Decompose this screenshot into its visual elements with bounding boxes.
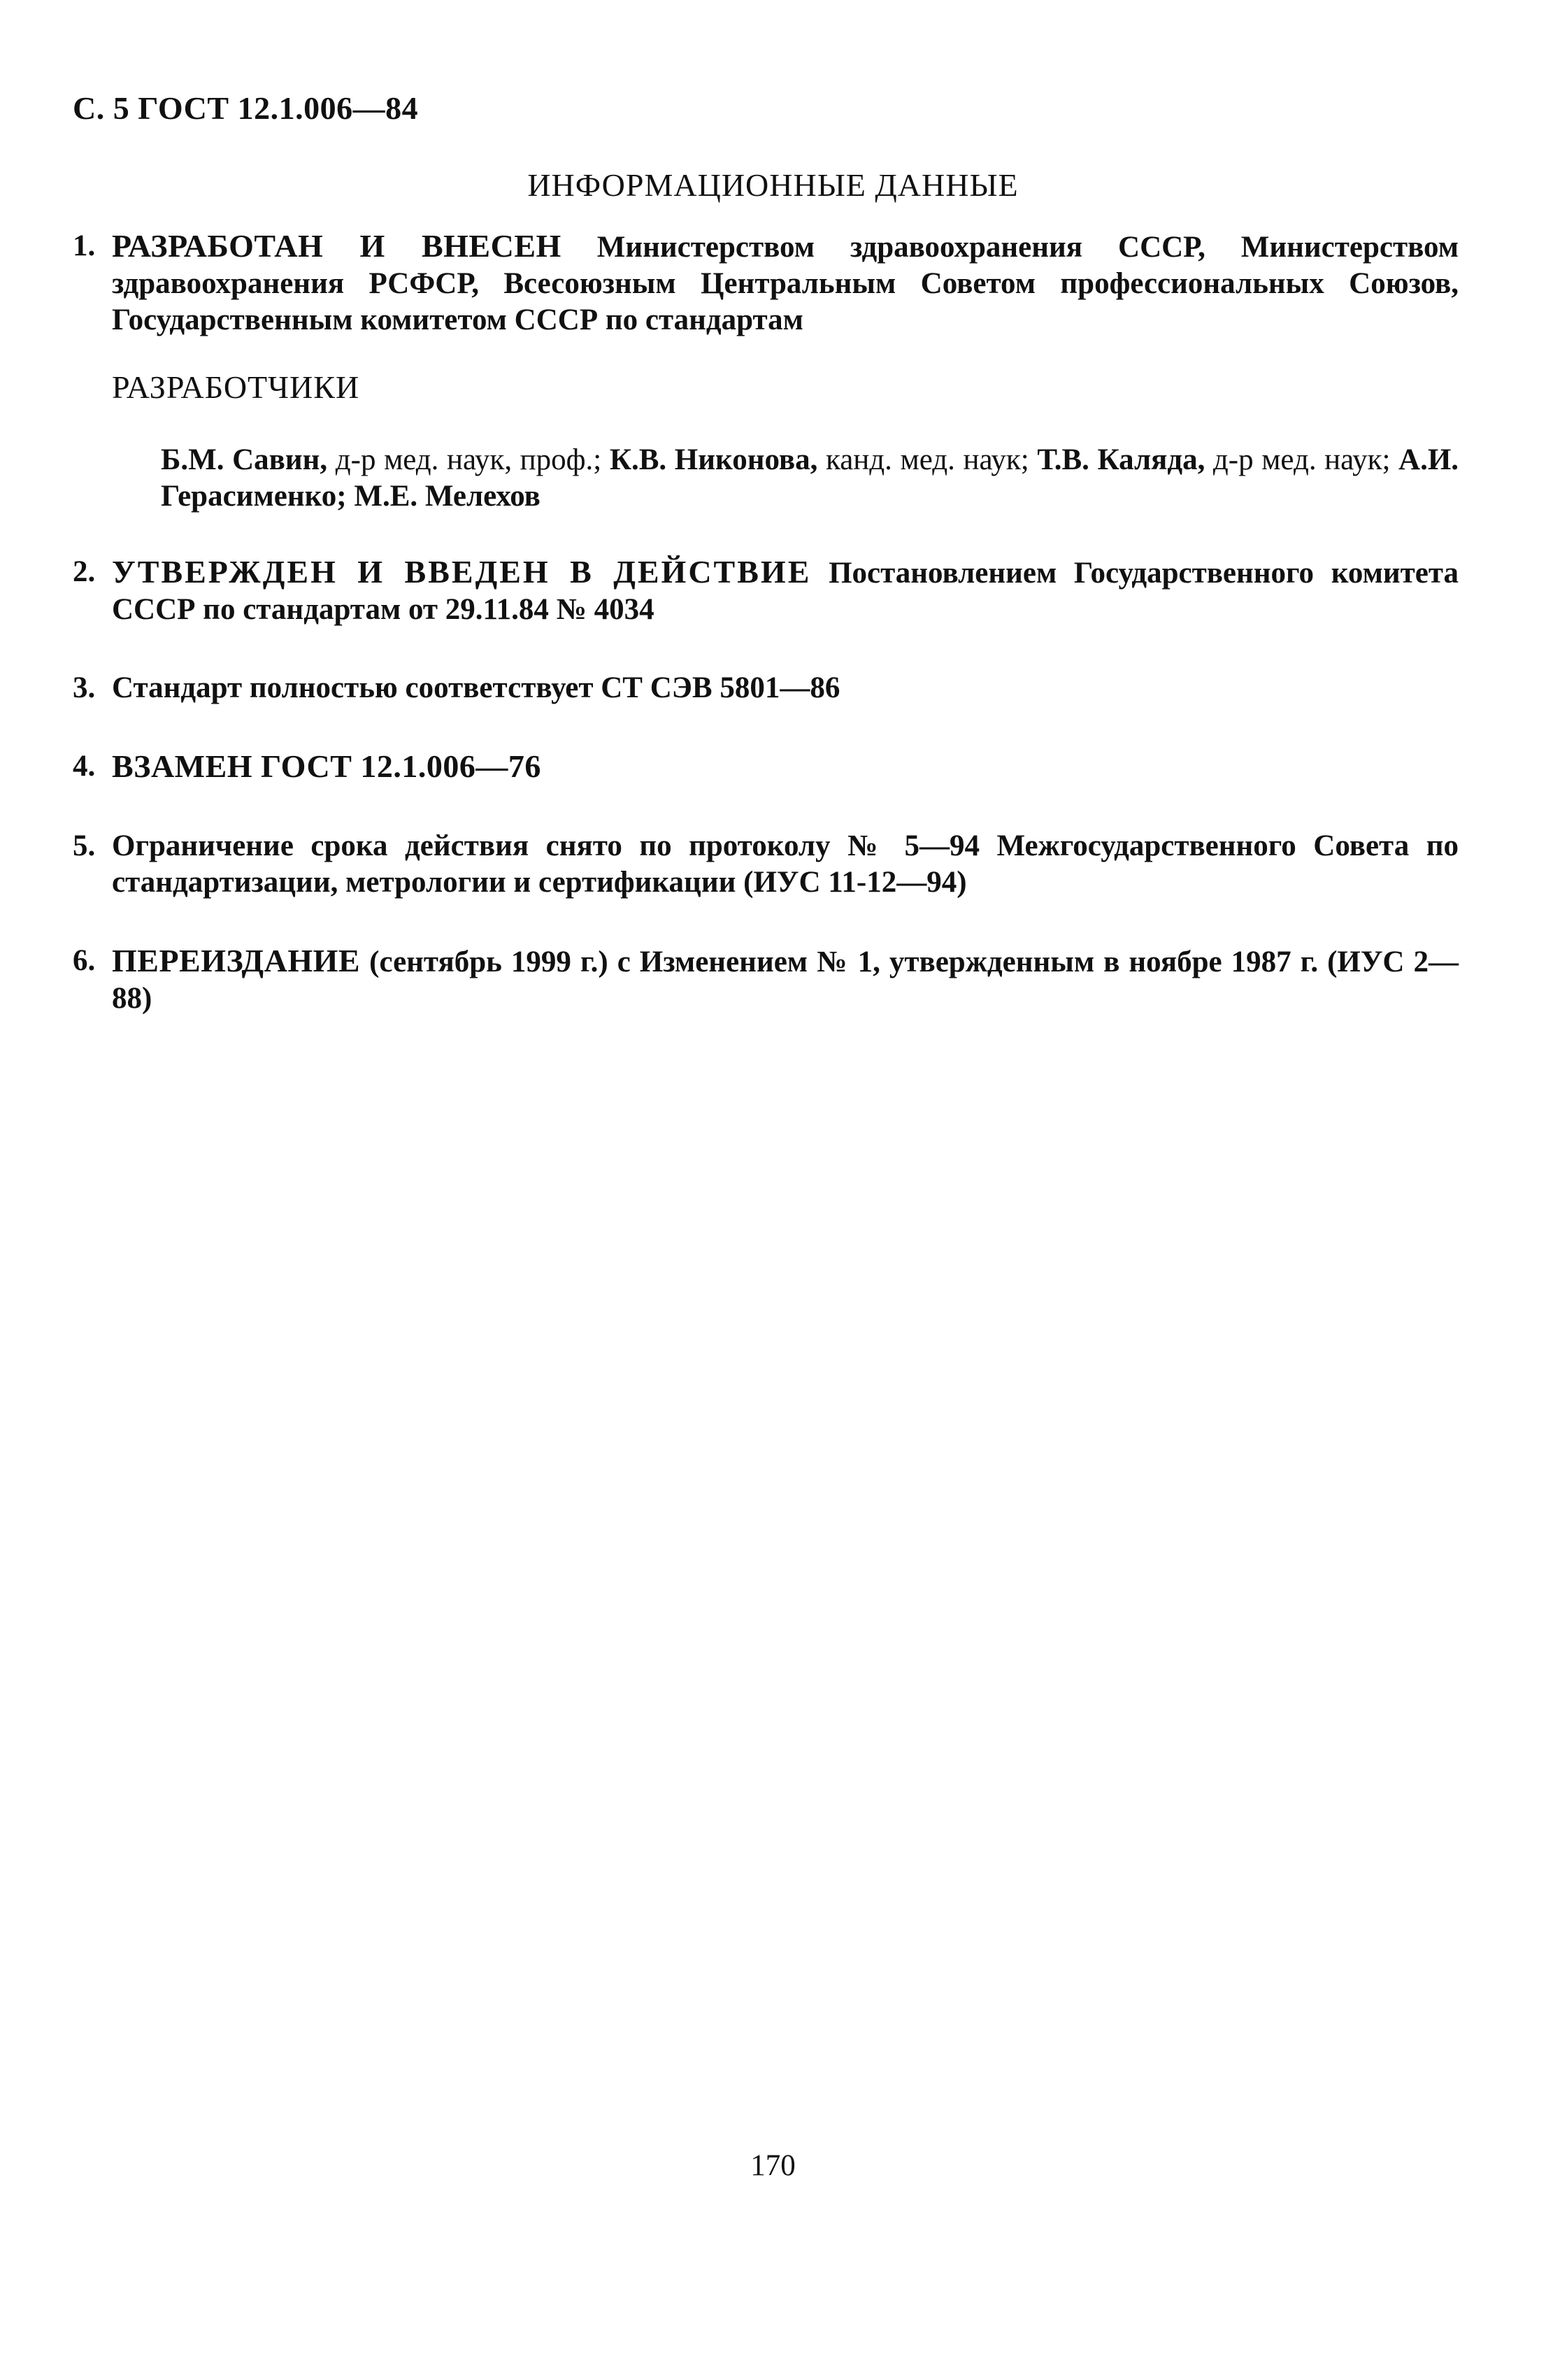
developer-name: Б.М. Савин,	[161, 443, 328, 476]
item-number: 3.	[73, 671, 96, 704]
item-text: (сентябрь 1999 г.) с Изменением № 1, утвержденным в ноябре 1987 г. (ИУС 2—88)	[112, 946, 1459, 1015]
list-item-6	[73, 943, 1459, 1017]
list-item-1	[73, 228, 1459, 339]
item-text: Министерством здравоохранения СССР, Министерством здравоохранения РСФСР, Всесоюзным Центральным Советом профессиональных Союзов, Государственным комитетом СССР по стандартам	[112, 231, 1459, 336]
item-lead: ПЕРЕИЗДАНИЕ	[112, 943, 361, 978]
list-item-2	[73, 554, 1459, 628]
item-text: Постановлением Государственного комитета СССР по стандартам от 29.11.84 № 4034	[112, 557, 1459, 626]
developers-heading: РАЗРАБОТЧИКИ	[112, 369, 360, 405]
section-title: ИНФОРМАЦИОННЫЕ ДАННЫЕ	[527, 167, 1019, 203]
item-lead: УТВЕРЖДЕН И ВВЕДЕН В ДЕЙСТВИЕ	[112, 554, 812, 590]
item-number: 6.	[73, 944, 96, 977]
item-number: 2.	[73, 555, 96, 588]
developer-name: А.И. Герасименко; М.Е. Мелехов	[161, 443, 1459, 513]
item-text: Стандарт полностью соответствует СТ СЭВ 5801—86	[112, 671, 840, 704]
item-text: ВЗАМЕН ГОСТ 12.1.006—76	[112, 748, 541, 784]
running-header: С. 5 ГОСТ 12.1.006—84	[73, 90, 419, 126]
developer-title: д-р мед. наук;	[1205, 443, 1399, 476]
developer-name: Т.В. Каляда,	[1037, 443, 1205, 476]
item-text: Ограничение срока действия снято по протоколу № 5—94 Межгосударственного Совета по стандартизации, метрологии и сертификации (ИУС 11-12—94)	[112, 829, 1459, 899]
developers-list	[73, 442, 1459, 515]
item-number: 4.	[73, 750, 96, 783]
developer-name: К.В. Никонова,	[609, 443, 818, 476]
item-number: 5.	[73, 829, 96, 862]
list-item-5	[73, 828, 1459, 901]
list-item-4	[73, 748, 1459, 786]
page-number: 170	[750, 2149, 796, 2182]
item-lead: РАЗРАБОТАН И ВНЕСЕН	[112, 228, 561, 264]
information-list	[73, 228, 1459, 1017]
item-number: 1.	[73, 229, 96, 262]
developer-title: канд. мед. наук;	[817, 443, 1038, 476]
developer-title: д-р мед. наук, проф.;	[327, 443, 610, 476]
list-item-3	[73, 670, 1459, 706]
